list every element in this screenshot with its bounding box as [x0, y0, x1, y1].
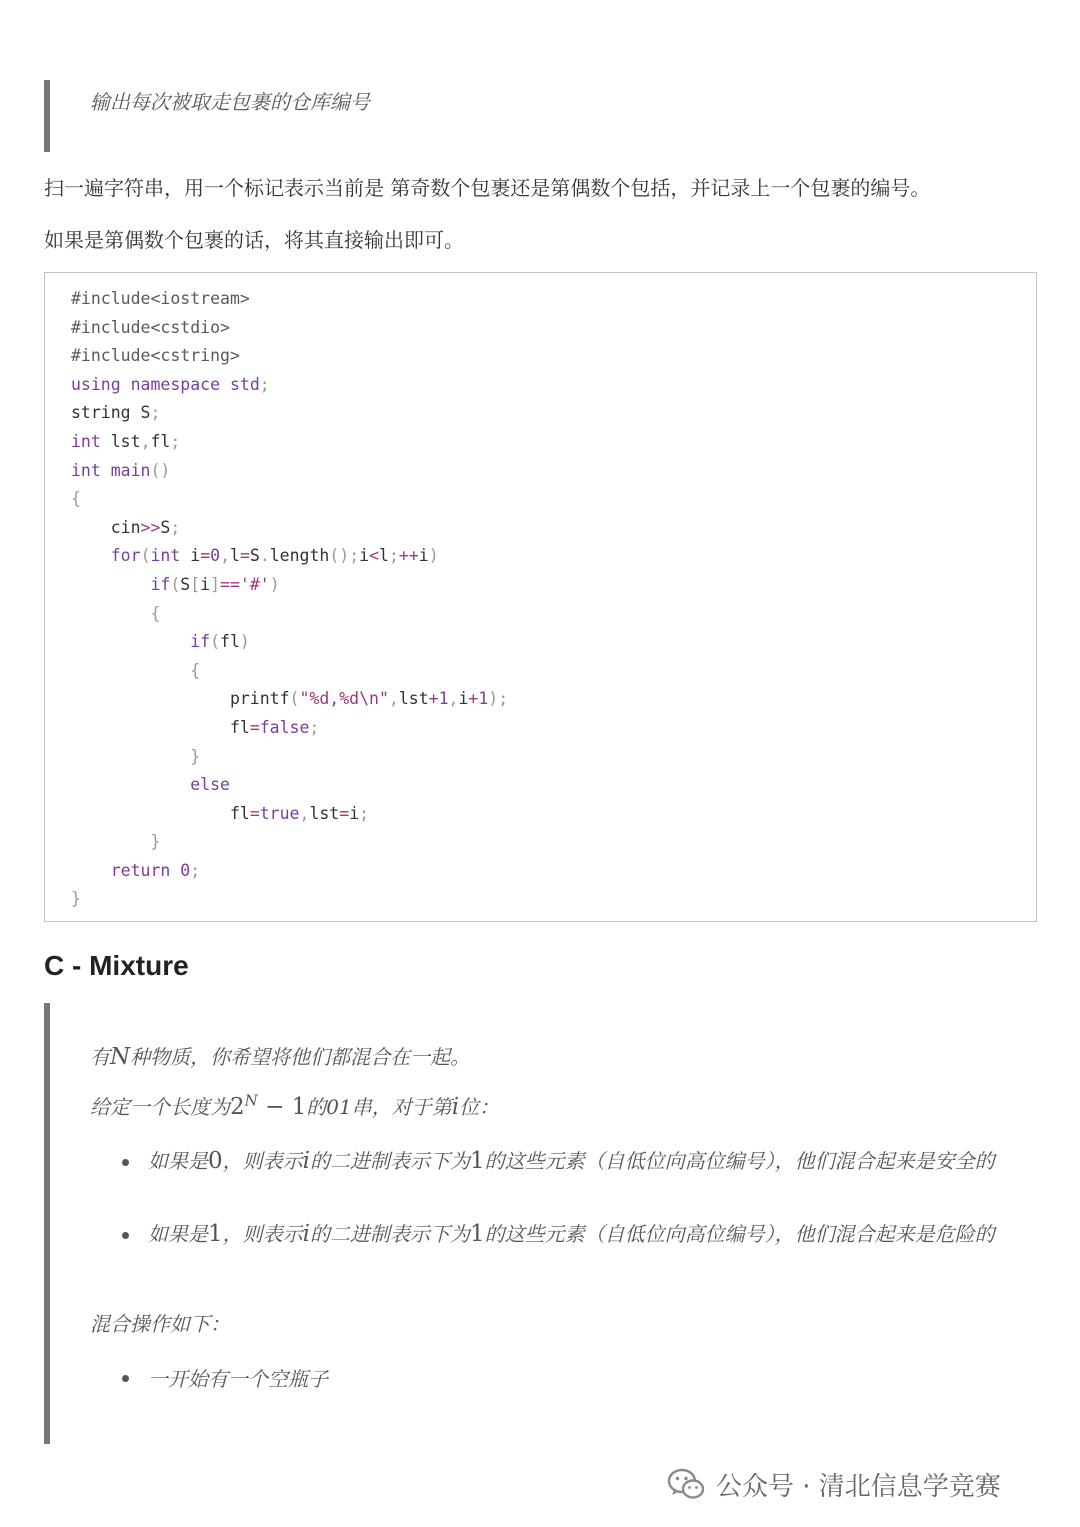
mix-ops-label: 混合操作如下： [90, 1312, 230, 1336]
code-line: } [71, 889, 81, 909]
code-line: { [71, 489, 81, 509]
code-line: else [190, 775, 230, 795]
code-line: if(fl) [190, 632, 250, 652]
code-line: #include<cstring> [71, 346, 240, 366]
section-heading: C - Mixture [44, 950, 189, 981]
footer-text: 公众号 · 清北信息学竞赛 [716, 1471, 1001, 1502]
bullet-safe: 如果是0，则表示i的二进制表示下为1的这些元素（自低位向高位编号），他们混合起来是安全的 [148, 1148, 995, 1174]
code-line: if(S[i]=='#') [150, 574, 280, 594]
blockquote-problem [44, 1003, 1004, 1444]
blockquote-output [44, 80, 1004, 152]
code-line: { [150, 603, 161, 623]
code-line: using namespace std; [71, 374, 270, 394]
code-line: fl=true,lst=i; [71, 803, 370, 823]
code-block [44, 272, 1037, 922]
code-line: #include<cstdio> [71, 317, 230, 337]
code-line: cin>>S; [71, 517, 181, 537]
code-line: } [190, 746, 201, 766]
code-line: { [190, 660, 201, 680]
problem-line-2: 给定一个长度为$2^N - 1$的01串，对于第i位： [90, 1091, 500, 1120]
code-line: } [150, 832, 161, 852]
code-line: for(int i=0,l=S.length();i<l;++i) [110, 546, 439, 566]
code-line: int main() [71, 460, 171, 480]
code-content [71, 285, 508, 914]
code-line: #include<iostream> [71, 289, 250, 308]
code-line: printf("%d,%d\n",lst+1,i+1); [71, 689, 509, 709]
paragraph-output-even: 如果是第偶数个包裹的话，将其直接输出即可。 [44, 228, 464, 252]
quote-text: 输出每次被取走包裹的仓库编号 [90, 90, 370, 114]
bullet-dot [122, 1159, 129, 1166]
code-line: string S; [71, 403, 161, 423]
code-line: fl=false; [71, 717, 320, 737]
bullet-dangerous: 如果是1，则表示i的二进制表示下为1的这些元素（自低位向高位编号），他们混合起来是危险的 [148, 1221, 995, 1247]
footer-watermark [666, 1462, 1001, 1506]
code-line: int lst,fl; [71, 431, 181, 451]
math-var-n: N [110, 1044, 131, 1070]
bullet-dot [122, 1375, 129, 1382]
paragraph-approach: 扫一遍字符串，用一个标记表示当前是 第奇数个包裹还是第偶数个包括，并记录上一个包裹的编号。 [44, 176, 931, 200]
bullet-dot [122, 1232, 129, 1239]
code-line: return 0; [110, 860, 201, 880]
problem-line-1: 有N种物质，你希望将他们都混合在一起。 [90, 1044, 471, 1070]
wechat-icon [666, 1464, 706, 1504]
math-power: $2^N - 1$ [230, 1091, 307, 1120]
mix-op-item: 一开始有一个空瓶子 [148, 1367, 328, 1391]
